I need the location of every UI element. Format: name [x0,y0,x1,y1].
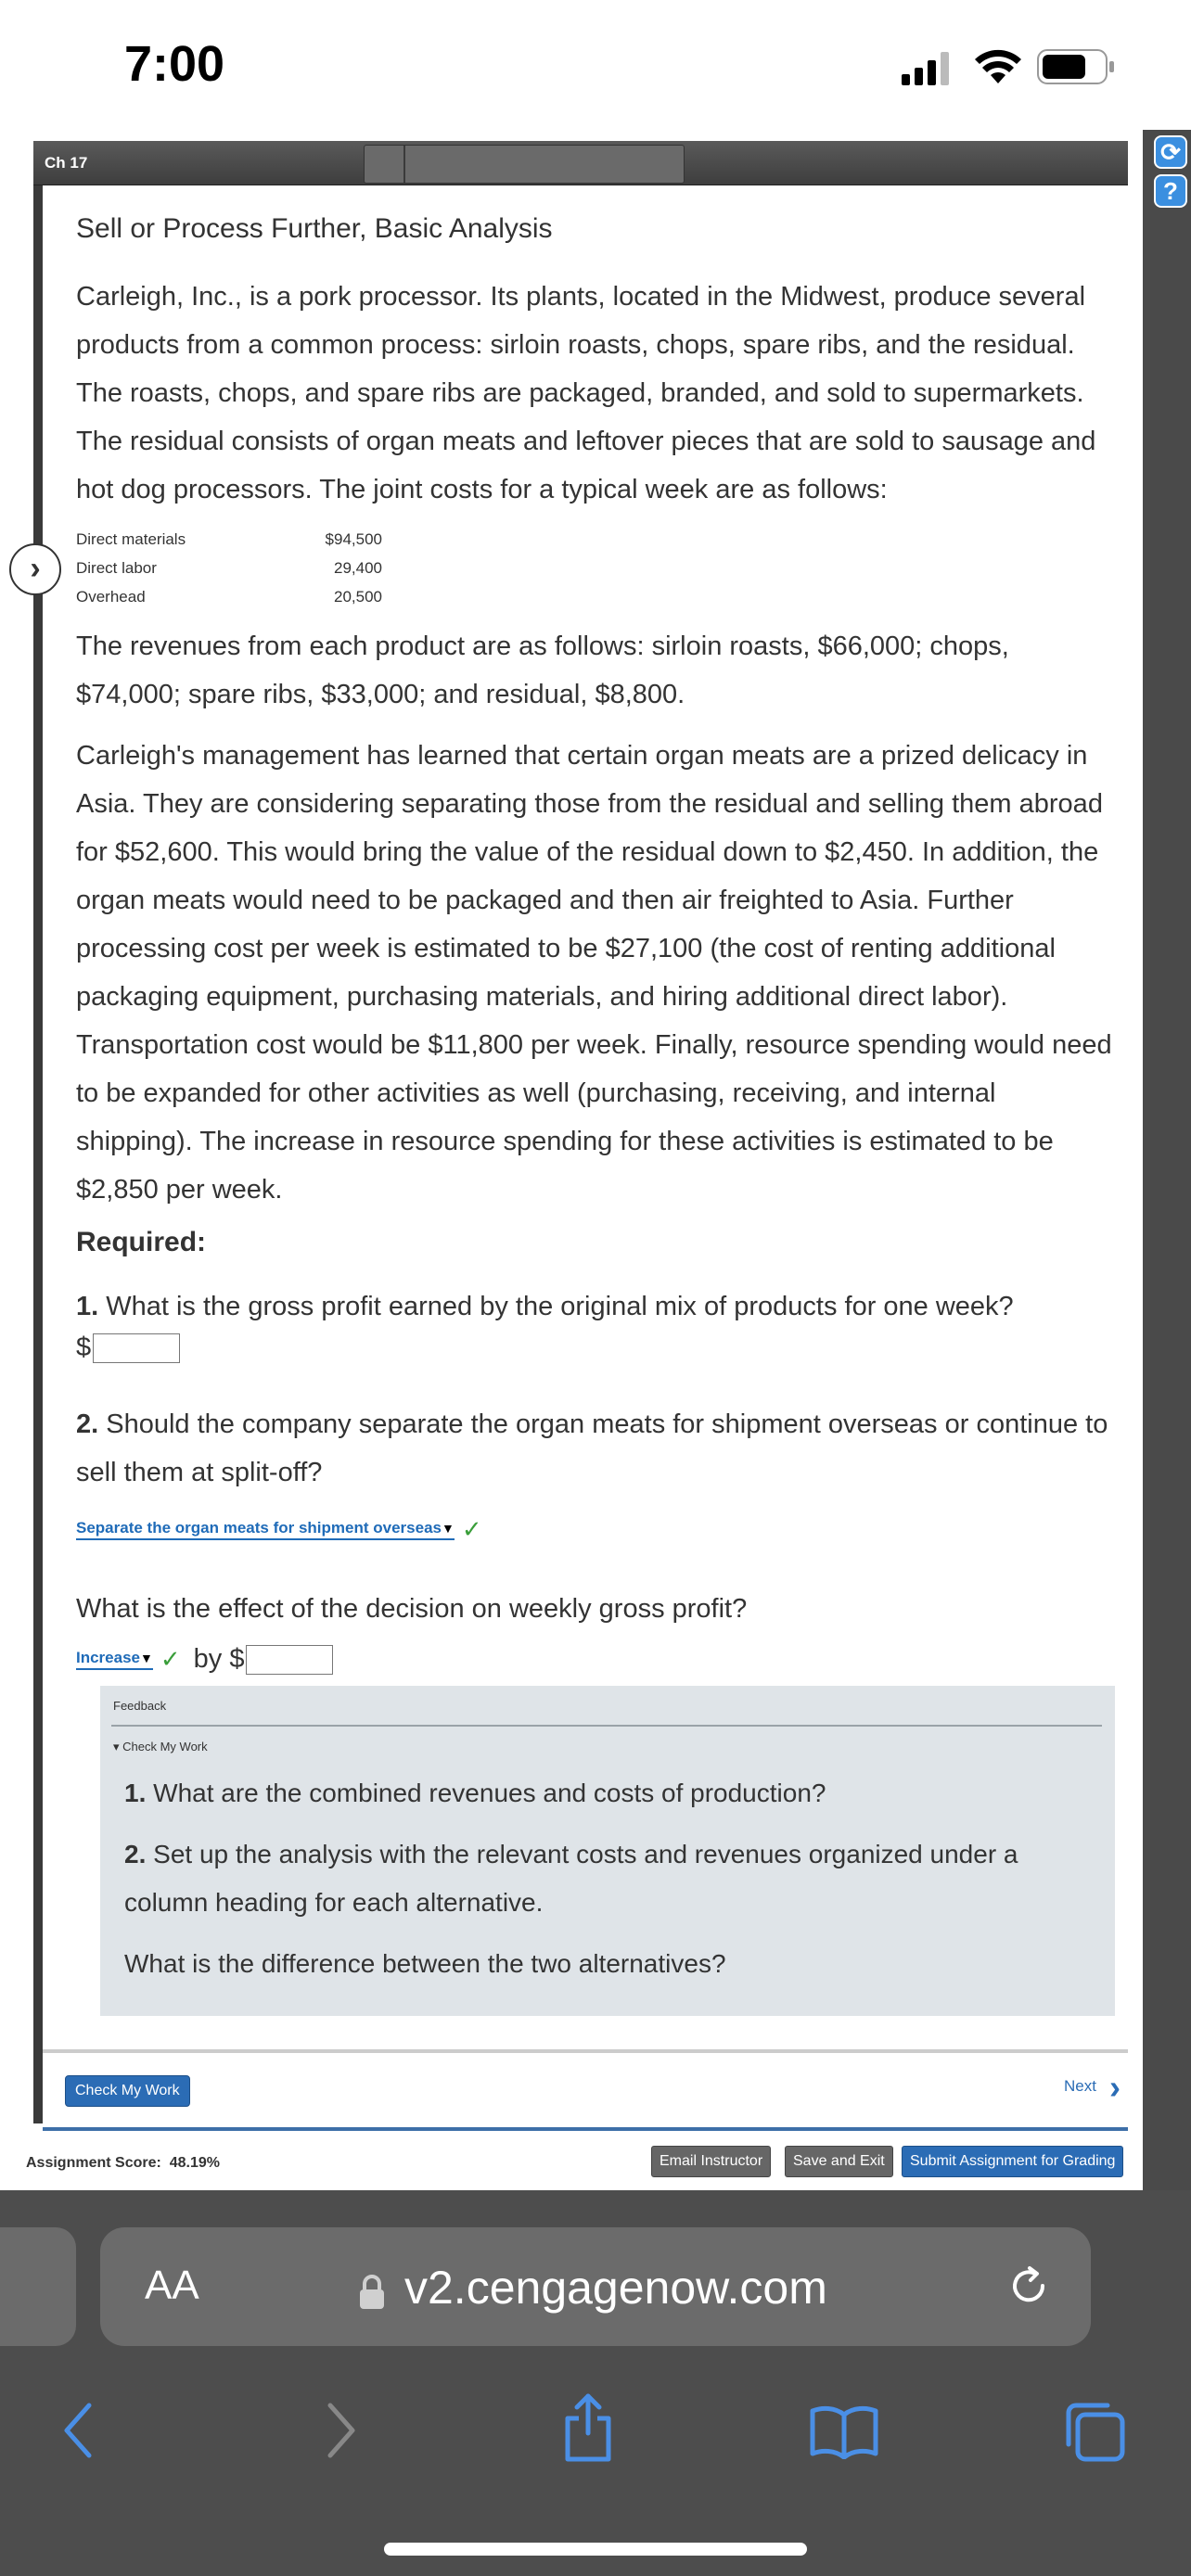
question-2 [76,1400,1115,1497]
share-icon[interactable] [560,2391,616,2465]
next-chevron-icon[interactable]: › [1109,2068,1121,2106]
feedback-item-number: 1. [124,1779,147,1807]
chapter-nav-slot[interactable] [364,145,685,184]
question-1-number: 1. [76,1292,99,1321]
chapter-title: Ch 17 [45,154,88,172]
url-text: v2.cengagenow.com [404,2262,827,2314]
cost-value: $94,500 [325,530,382,548]
feedback-item: What is the difference between the two alternatives? [124,1949,726,1978]
lock-icon [358,2274,386,2311]
cost-label: Direct materials [76,530,186,548]
decision-select-value: Separate the organ meats for shipment overseas [76,1519,442,1537]
tabs-icon[interactable] [1063,2400,1128,2465]
feedback-item-number: 2. [124,1840,147,1868]
wifi-icon [974,48,1022,85]
side-tools [1154,135,1189,213]
cost-label: Overhead [76,588,146,606]
dropdown-caret-icon: ▼ [441,1521,455,1536]
question-2-text: Should the company separate the organ meats for shipment overseas or continue to sell them at split-off? [76,1409,1108,1487]
decision-select[interactable] [76,1519,455,1540]
question-1-text: What is the gross profit earned by the original mix of products for one week? [106,1292,1014,1321]
forward-icon [323,2400,360,2461]
cost-row [76,582,382,611]
joint-costs-table [76,525,382,611]
cost-row [76,554,382,582]
dollar-prefix: $ [76,1333,92,1362]
feedback-item [124,1830,1098,1927]
score-value: 48.19% [169,2155,220,2171]
feedback-item-text: Set up the analysis with the relevant costs and revenues organized under a column heading for each alternative. [124,1840,1018,1917]
score-label: Assignment Score: [26,2155,161,2171]
feedback-panel [100,1686,1115,2016]
effect-select[interactable] [76,1649,153,1670]
cycle-icon[interactable]: ⟳ [1154,135,1187,169]
next-button[interactable]: Next [1064,2077,1096,2095]
feedback-item [124,1769,1098,1817]
correct-check-icon: ✓ [461,1515,482,1543]
management-text: Carleigh's management has learned that certain organ meats are a prized delicacy in Asia. They are considering separating those from the residual and selling them abroad for $52,600. This would bring the value of the residual down to $2,450. In addition, the organ meats would need to be packaged and then air freighted to Asia. Further processing cost per week is estimated to be $27,100 (the cost of renting additional packaging equipment, purchasing materials, and hiring additional direct labor). Transportation cost would be $11,800 per week. Finally, resource spending would need to be expanded for other activities as well (purchasing, receiving, and internal shipping). The increase in resource spending for these activities is estimated to be $2,850 per week. [76,741,1112,1205]
feedback-title: Feedback [113,1699,167,1713]
browser-toolbar [0,2190,1191,2576]
back-icon[interactable] [59,2400,96,2461]
submit-assignment-button[interactable]: Submit Assignment for Grading [902,2146,1123,2177]
bookmarks-icon[interactable] [809,2404,879,2459]
cost-value: 20,500 [334,588,382,606]
check-my-work-button[interactable]: Check My Work [65,2075,190,2107]
text-size-button[interactable]: AA [145,2263,199,2308]
feedback-subtitle[interactable]: ▾ Check My Work [113,1740,208,1753]
question-1-answer [76,1333,1115,1363]
dropdown-caret-icon: ▼ [140,1651,153,1665]
problem-title: Sell or Process Further, Basic Analysis [76,213,553,244]
revenues-text: The revenues from each product are as follows: sirloin roasts, $66,000; chops, $74,000; spare ribs, $33,000; and residual, $8,800. [76,631,1009,709]
required-heading: Required: [76,1227,207,1257]
by-dollar-label: by $ [193,1644,245,1674]
assignment-footer [0,2133,1143,2190]
cost-value: 29,400 [334,559,382,577]
navigation-row [0,2391,1191,2474]
clock: 7:00 [124,36,225,92]
question-3-answer [76,1644,1115,1675]
question-action-bar [43,2049,1128,2125]
home-indicator[interactable] [384,2543,807,2556]
save-exit-button[interactable]: Save and Exit [785,2146,893,2177]
problem-content [76,213,1115,1675]
problem-intro: Carleigh, Inc., is a pork processor. Its plants, located in the Midwest, produce several products from a common process: sirloin roasts, chops, spare ribs, and the residual. The roasts, chops, and spare ribs are packaged, branded, and sold to supermarkets. The residual consists of organ meats and leftover pieces that are sold to sausage and hot dog processors. The joint costs for a typical week are as follows: [76,282,1096,504]
gross-profit-input[interactable] [93,1333,180,1363]
cost-label: Direct labor [76,559,157,577]
question-2-number: 2. [76,1409,99,1439]
effect-amount-input[interactable] [246,1645,333,1675]
assignment-score [26,2155,220,2172]
help-icon[interactable]: ? [1154,174,1187,208]
reload-icon[interactable] [1004,2261,1054,2311]
chapter-bar [33,141,1128,185]
cost-row [76,525,382,554]
previous-question-icon[interactable]: › [9,543,61,595]
feedback-body [124,1769,1098,2001]
address-bar[interactable] [100,2227,1091,2346]
question-3-text: What is the effect of the decision on weekly gross profit? [76,1594,748,1624]
signal-icon [902,52,950,85]
question-2-answer [76,1515,1115,1544]
effect-select-value: Increase [76,1649,140,1666]
correct-check-icon: ✓ [160,1645,181,1673]
status-bar [0,0,1191,130]
feedback-item-text: What are the combined revenues and costs of production? [153,1779,826,1807]
previous-tab-preview[interactable] [0,2227,76,2346]
feedback-subtitle-text: Check My Work [122,1740,208,1753]
battery-icon [1037,48,1115,85]
question-1 [76,1282,1115,1331]
email-instructor-button[interactable]: Email Instructor [651,2146,771,2177]
divider [111,1725,1102,1727]
